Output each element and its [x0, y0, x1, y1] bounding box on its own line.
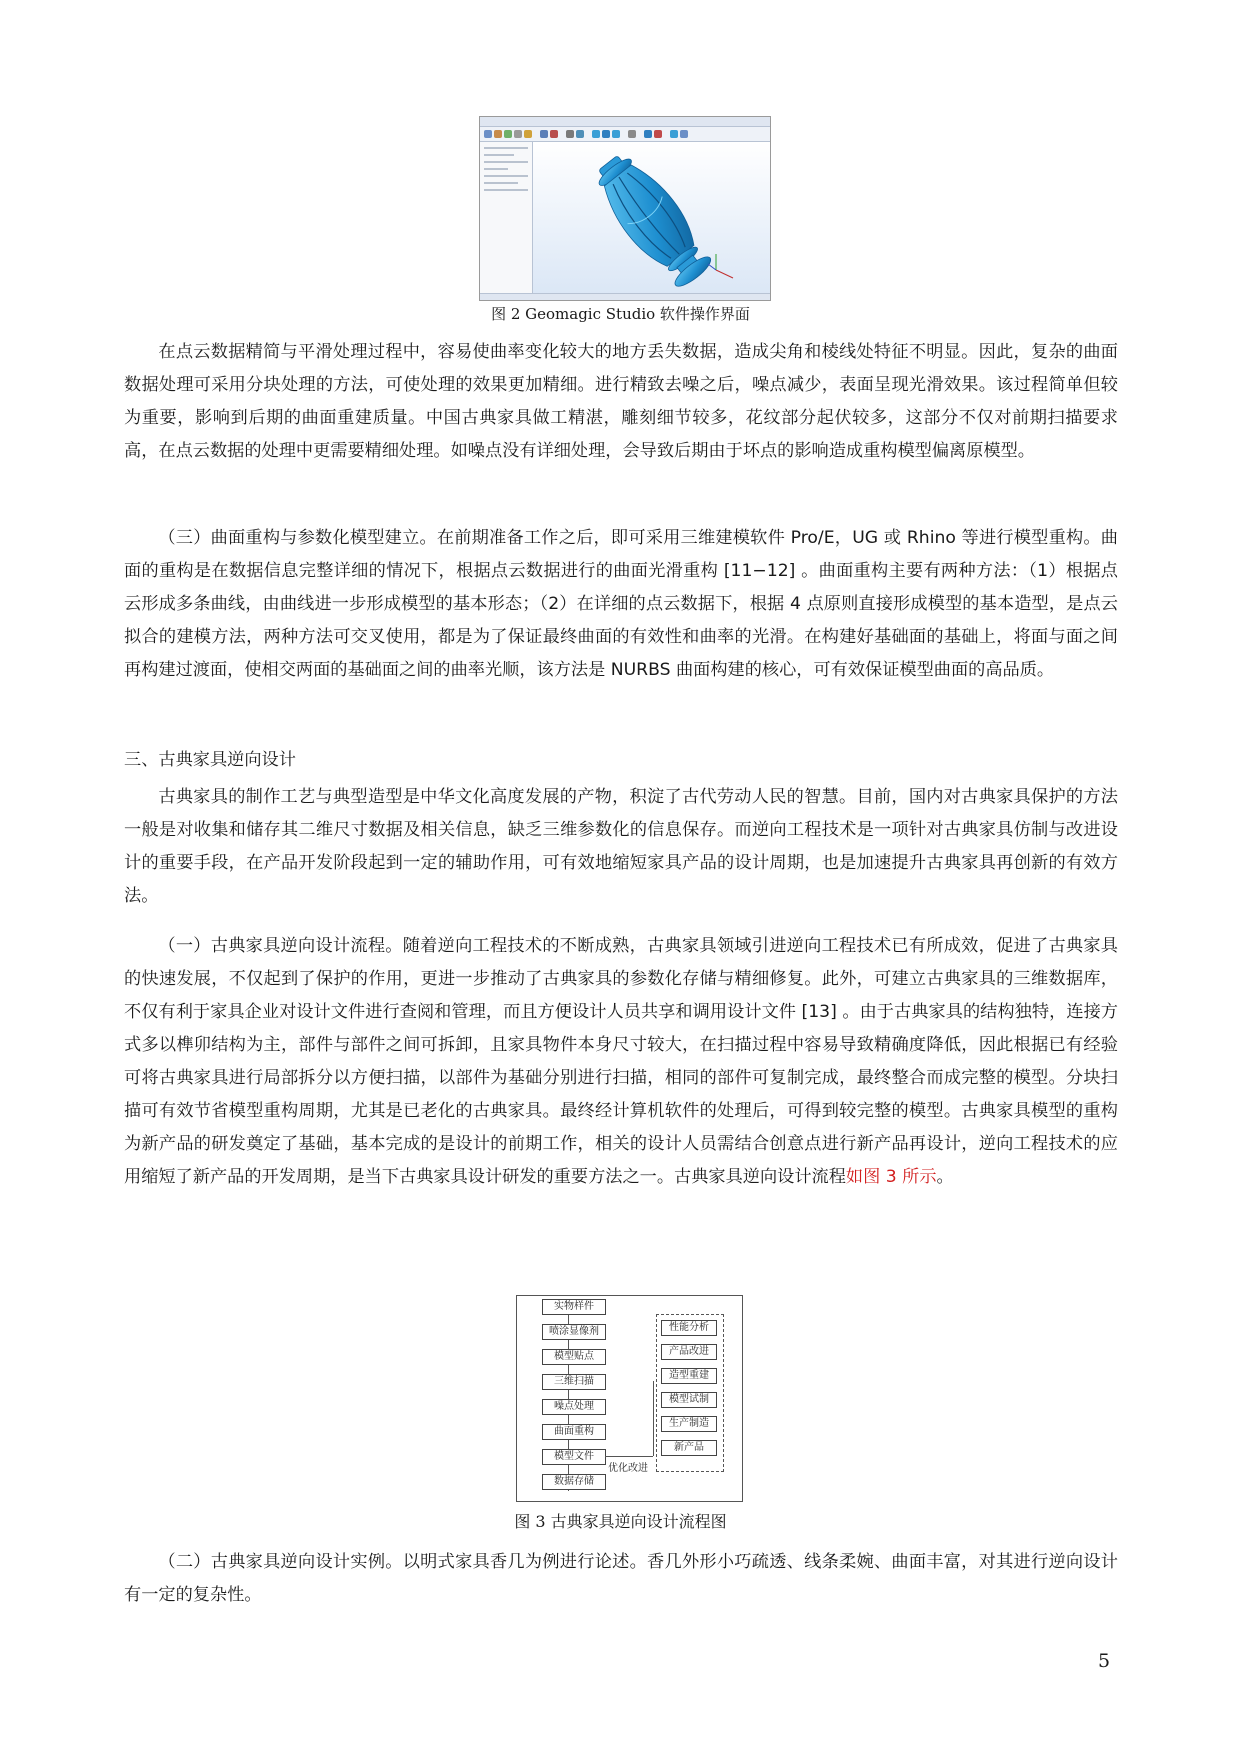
figure-2-caption: 图 2 Geomagic Studio 软件操作界面 — [491, 305, 750, 323]
figure-3-caption: 图 3 古典家具逆向设计流程图 — [514, 1512, 727, 1531]
flow-right-step-1: 性能分析 — [661, 1320, 717, 1336]
figure-3-flowchart — [516, 1295, 743, 1502]
model-manager-panel — [480, 142, 533, 294]
figure-2-screenshot — [479, 116, 771, 301]
section-heading-reverse-design: 三、古典家具逆向设计 — [124, 750, 296, 770]
flow-right-step-2: 产品改进 — [661, 1344, 717, 1360]
figure-3-reference-link[interactable]: 如图 3 所示 — [845, 1167, 937, 1187]
axis-triad-icon — [708, 254, 733, 278]
flow-step-8: 数据存储 — [542, 1474, 606, 1490]
paragraph-point-cloud-processing: 在点云数据精简与平滑处理过程中，容易使曲率变化较大的地方丢失数据，造成尖角和棱线处特征不明显。因此，复杂的曲面数据处理可采用分块处理的方法，可使处理的效果更加精细。进行精致去噪之后，噪点减少，表面呈现光滑效果。该过程简单但较为重要，影响到后期的曲面重建质量。中国古典家具做工精湛，雕刻细节较多，花纹部分起伏较多，这部分不仅对前期扫描要求高，在点云数据的处理中更需要精细处理。如噪点没有详细处理，会导致后期由于坏点的影响造成重构模型偏离原模型。 — [124, 342, 1118, 461]
menu-bar — [480, 117, 770, 127]
process-text: （一）古典家具逆向设计流程。随着逆向工程技术的不断成熟，古典家具领域引进逆向工程技术已有所成效，促进了古典家具的快速发展，不仅起到了保护的作用，更进一步推动了古典家具的参数化存储与精细修复。此外，可建立古典家具的三维数据库，不仅有利于家具企业对设计文件进行查阅和管理，而且方便设计人员共享和调用设计文件 [13] 。由于古典家具的结构独特，连接方式多以榫卯结构为主，部件与部件之间可拆卸，且家具物件本身尺寸较大，在扫描过程中容易导致精确度降低，因此根据已有经验可将古典家具进行局部拆分以方便扫描，以部件为基础分别进行扫描，相同的部件可复制完成，最终整合而成完整的模型。分块扫描可有效节省模型重构周期，尤其是已老化的古典家具。最终经计算机软件的处理后，可得到较完整的模型。古典家具模型的重构为新产品的研发奠定了基础，基本完成的是设计的前期工作，相关的设计人员需结合创意点进行新产品再设计，逆向工程技术的应用缩短了新产品的开发周期，是当下古典家具设计研发的重要方法之一。古典家具逆向设计流程 — [124, 936, 1118, 1187]
paragraph-design-example: （二）古典家具逆向设计实例。以明式家具香几为例进行论述。香几外形小巧疏透、线条柔婉、曲面丰富，对其进行逆向设计有一定的复杂性。 — [124, 1552, 1118, 1605]
paragraph-reverse-design-process — [124, 930, 1118, 1194]
connector-line — [605, 1456, 653, 1457]
flow-right-step-6: 新产品 — [661, 1440, 717, 1456]
flow-step-1: 实物样件 — [542, 1299, 606, 1315]
paragraph-surface-reconstruction: （三）曲面重构与参数化模型建立。在前期准备工作之后，即可采用三维建模软件 Pro/E，UG 或 Rhino 等进行模型重构。曲面的重构是在数据信息完整详细的情况下，根据点云数据进行的曲面光滑重构 [11−12] 。曲面重构主要有两种方法：（1）根据点云形成多条曲线，由曲线进一步形成模型的基本形态；（2）在详细的点云数据下，根据 4 点原则直接形成模型的基本造型，是点云拟合的建模方法，两种方法可交叉使用，都是为了保证最终曲面的有效性和曲率的光滑。在构建好基础面的基础上，将面与面之间再构建过渡面，使相交两面的基础面之间的曲率光顺，该方法是 NURBS 曲面构建的核心，可有效保证模型曲面的高品质。 — [124, 528, 1118, 680]
flow-right-step-4: 模型试制 — [661, 1392, 717, 1408]
status-bar — [480, 293, 770, 300]
flow-step-4: 三维扫描 — [542, 1374, 606, 1390]
process-text-end: 。 — [936, 1167, 954, 1187]
connector-riser — [653, 1381, 654, 1456]
3d-viewport — [533, 142, 770, 294]
flow-step-3: 模型贴点 — [542, 1349, 606, 1365]
flow-step-6: 曲面重构 — [542, 1424, 606, 1440]
flow-step-7: 模型文件 — [542, 1449, 606, 1465]
flow-step-2: 喷涂显像剂 — [542, 1324, 606, 1340]
turned-baluster-model — [533, 142, 770, 294]
page-number: 5 — [1098, 1650, 1111, 1672]
flow-step-5: 噪点处理 — [542, 1399, 606, 1415]
flow-right-step-5: 生产制造 — [661, 1416, 717, 1432]
connector-label: 优化改进 — [608, 1463, 648, 1474]
toolbar — [480, 127, 770, 142]
flow-right-step-3: 造型重建 — [661, 1368, 717, 1384]
paragraph-classical-furniture-intro: 古典家具的制作工艺与典型造型是中华文化高度发展的产物，积淀了古代劳动人民的智慧。目前，国内对古典家具保护的方法一般是对收集和储存其二维尺寸数据及相关信息，缺乏三维参数化的信息保存。而逆向工程技术是一项针对古典家具仿制与改进设计的重要手段，在产品开发阶段起到一定的辅助作用，可有效地缩短家具产品的设计周期，也是加速提升古典家具再创新的有效方法。 — [124, 787, 1118, 906]
